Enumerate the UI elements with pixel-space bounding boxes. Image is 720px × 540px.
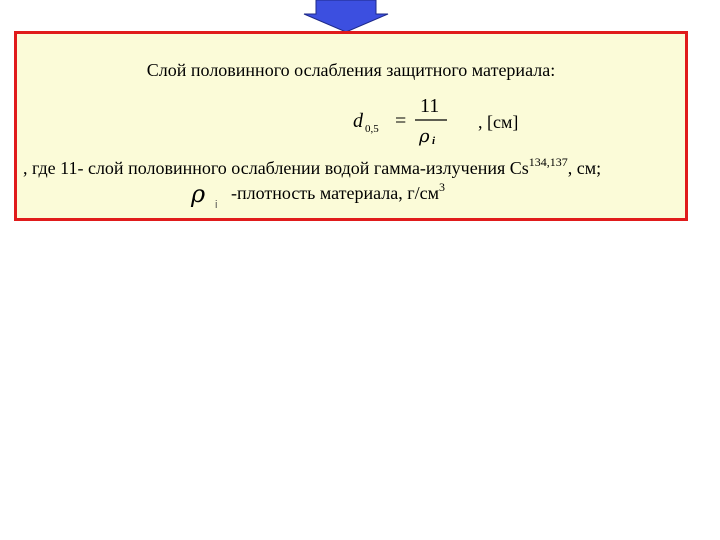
density-symbol: [189, 174, 229, 210]
definition-line-2: [231, 180, 446, 204]
formula-unit: , [см]: [478, 112, 519, 132]
panel-title: Слой половинного ослабления защитного материала:: [146, 60, 556, 80]
rho-symbol: ρ: [191, 180, 206, 208]
formula-lhs-symbol: d: [353, 110, 363, 132]
definition-line-1-text: , где 11- слой половинного ослаблении водой гамма-излучения Cs: [23, 158, 529, 178]
formula-equals: =: [395, 110, 407, 132]
formula-panel: [14, 31, 688, 221]
formula-denominator-symbol: ρ: [419, 126, 430, 146]
isotope-superscript: 134,137: [528, 155, 568, 169]
formula-lhs-subscript: 0,5: [365, 123, 379, 135]
formula-denominator-subscript: i: [432, 135, 436, 146]
formula-numerator: 11: [420, 95, 440, 117]
unit-superscript: 3: [439, 180, 446, 194]
down-arrow-icon: [302, 0, 390, 32]
rho-subscript: i: [215, 199, 218, 210]
definition-line-1-suffix: , см;: [567, 158, 602, 178]
definition-line-1: [23, 155, 602, 179]
half-value-layer-formula: [353, 92, 463, 146]
definition-line-2-text: -плотность материала, г/см: [231, 183, 440, 203]
